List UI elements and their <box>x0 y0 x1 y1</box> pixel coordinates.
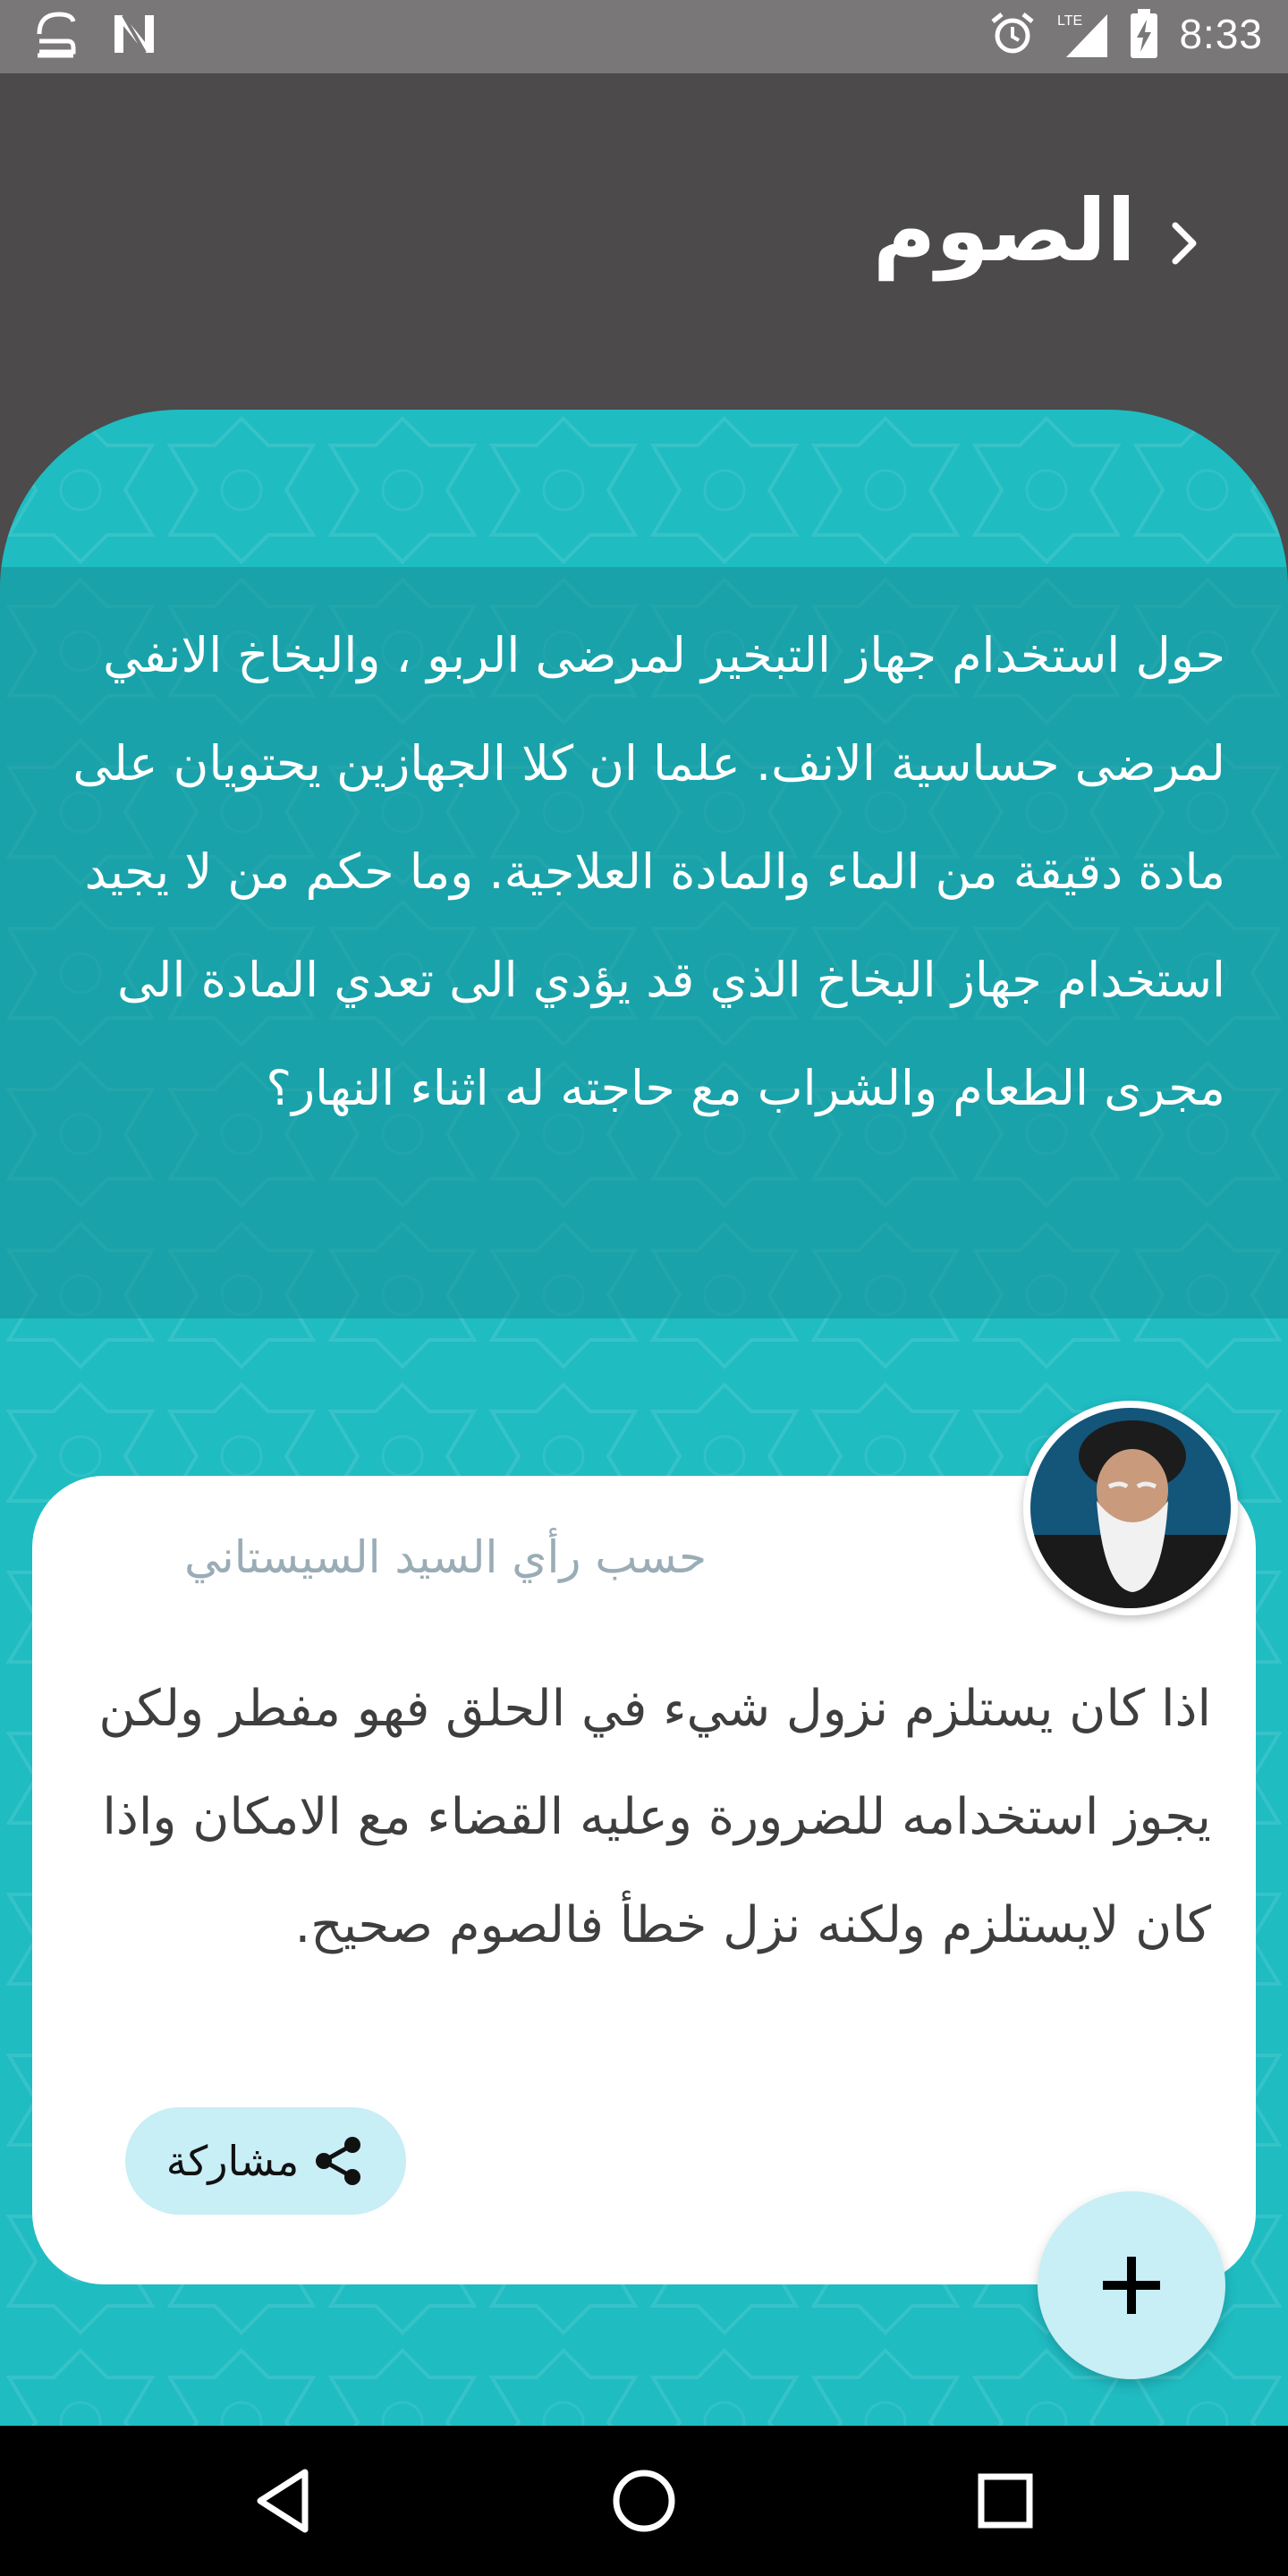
home-outline-icon <box>32 9 79 59</box>
nav-back-button[interactable] <box>238 2456 327 2546</box>
share-icon <box>311 2134 365 2188</box>
page-title: الصوم <box>872 181 1136 281</box>
answer-text: اذا كان يستلزم نزول شيء في الحلق فهو مفطر ولكن يجوز استخدامه للضرورة وعليه القضاء مع الامكان واذا كان لايستلزم ولكنه نزل خطأ فالصوم صحيح. <box>98 1680 1211 1954</box>
chevron-right-icon <box>1166 218 1202 268</box>
app-header <box>0 73 1288 413</box>
share-label: مشاركة <box>165 2137 300 2185</box>
n-logo-icon <box>111 12 157 56</box>
status-time: 8:33 <box>1179 11 1263 57</box>
share-button[interactable] <box>125 2107 406 2215</box>
back-button[interactable] <box>1150 209 1218 277</box>
navigation-bar <box>0 2426 1288 2576</box>
scholar-avatar <box>1023 1401 1238 1615</box>
nav-recents-button[interactable] <box>961 2456 1050 2546</box>
lte-signal-icon <box>1055 9 1109 59</box>
add-fab-button[interactable] <box>1038 2191 1225 2379</box>
source-label: حسب رأي السيد السيستاني <box>184 1531 707 1583</box>
nav-home-button[interactable] <box>599 2456 689 2546</box>
recents-square-icon <box>974 2470 1037 2532</box>
battery-charging-icon <box>1129 9 1159 59</box>
network-type-label: LTE <box>1057 13 1083 29</box>
back-triangle-icon <box>251 2467 314 2535</box>
question-box <box>0 567 1288 1318</box>
status-bar <box>0 0 1288 73</box>
question-text: حول استخدام جهاز التبخير لمرضى الربو ، والبخاخ الانفي لمرضى حساسية الانف. علما ان كلا الجهازين يحتويان على مادة دقيقة من الماء والمادة العلاجية. وما حكم من لا يجيد استخدام جهاز البخاخ الذي قد يؤدي الى تعدي المادة الى مجرى الطعام والشراب مع حاجته له اثناء النهار؟ <box>72 627 1225 1116</box>
alarm-clock-icon <box>989 11 1036 57</box>
plus-icon <box>1096 2250 1167 2321</box>
home-circle-icon <box>608 2465 680 2537</box>
